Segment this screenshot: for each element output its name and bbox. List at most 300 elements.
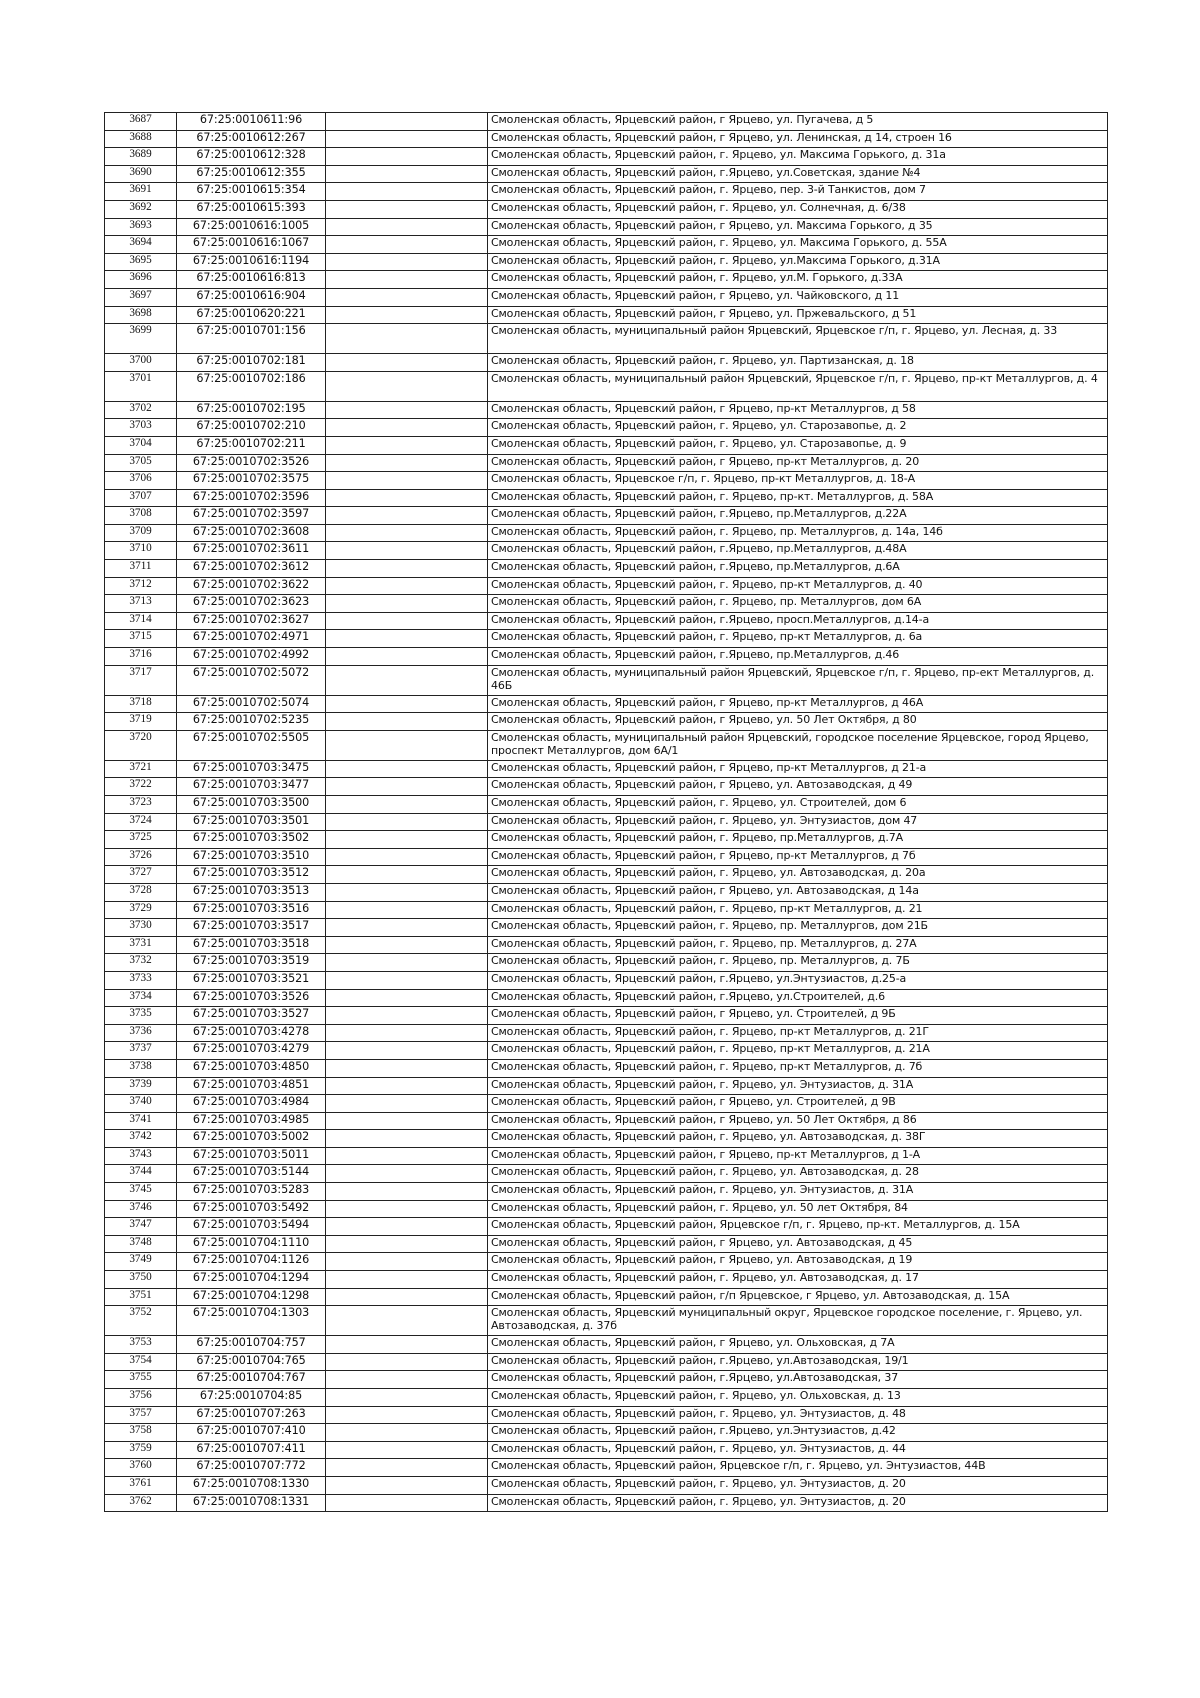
empty-cell [326, 831, 488, 849]
table-row [105, 1288, 1108, 1306]
row-number-cell: 3739 [105, 1077, 177, 1095]
table-row [105, 165, 1108, 183]
address-cell: Смоленская область, Ярцевский район, г Ярцево, пр-кт Металлургов, д 1-А [488, 1147, 1108, 1165]
cadastral-number-cell: 67:25:0010702:4992 [177, 648, 326, 666]
cadastral-number-cell: 67:25:0010703:3516 [177, 901, 326, 919]
address-cell: Смоленская область, Ярцевский район, г Ярцево, ул. Автозаводская, д 19 [488, 1253, 1108, 1271]
table-row [105, 919, 1108, 937]
cadastral-number-cell: 67:25:0010703:4278 [177, 1024, 326, 1042]
table-row [105, 1441, 1108, 1459]
cadastral-number-cell: 67:25:0010704:1303 [177, 1306, 326, 1336]
row-number-cell: 3746 [105, 1200, 177, 1218]
empty-cell [326, 165, 488, 183]
address-cell: Смоленская область, Ярцевский район, г Ярцево, пр-кт Металлургов, д. 20 [488, 454, 1108, 472]
empty-cell [326, 1288, 488, 1306]
row-number-cell: 3710 [105, 542, 177, 560]
empty-cell [326, 1271, 488, 1289]
address-cell: Смоленская область, Ярцевский муниципальный округ, Ярцевское городское поселение, г. Ярцево, ул. Автозаводская, д. 37б [488, 1306, 1108, 1336]
row-number-cell: 3749 [105, 1253, 177, 1271]
address-cell: Смоленская область, Ярцевский район, г. Ярцево, пр-кт Металлургов, д. 21А [488, 1042, 1108, 1060]
table-row [105, 472, 1108, 490]
table-row [105, 1476, 1108, 1494]
address-cell: Смоленская область, Ярцевский район, г.Ярцево, пр.Металлургов, д.6А [488, 560, 1108, 578]
empty-cell [326, 630, 488, 648]
empty-cell [326, 1007, 488, 1025]
table-row [105, 648, 1108, 666]
empty-cell [326, 866, 488, 884]
row-number-cell: 3747 [105, 1218, 177, 1236]
cadastral-number-cell: 67:25:0010702:3612 [177, 560, 326, 578]
row-number-cell: 3712 [105, 577, 177, 595]
empty-cell [326, 401, 488, 419]
row-number-cell: 3718 [105, 695, 177, 713]
address-cell: Смоленская область, Ярцевский район, г. Ярцево, ул. Энтузиастов, дом 47 [488, 813, 1108, 831]
row-number-cell: 3721 [105, 760, 177, 778]
empty-cell [326, 130, 488, 148]
cadastral-number-cell: 67:25:0010704:757 [177, 1336, 326, 1354]
row-number-cell: 3717 [105, 665, 177, 695]
table-row [105, 306, 1108, 324]
table-row [105, 1112, 1108, 1130]
address-cell: Смоленская область, Ярцевский район, г. Ярцево, ул. Энтузиастов, д. 20 [488, 1494, 1108, 1512]
cadastral-number-cell: 67:25:0010703:4851 [177, 1077, 326, 1095]
cadastral-number-cell: 67:25:0010703:5492 [177, 1200, 326, 1218]
address-cell: Смоленская область, Ярцевский район, г. Ярцево, ул. Старозавопье, д. 9 [488, 436, 1108, 454]
empty-cell [326, 1183, 488, 1201]
address-cell: Смоленская область, Ярцевский район, г.Ярцево, пр.Металлургов, д.48А [488, 542, 1108, 560]
empty-cell [326, 1077, 488, 1095]
table-row [105, 148, 1108, 166]
empty-cell [326, 1424, 488, 1442]
cadastral-number-cell: 67:25:0010612:328 [177, 148, 326, 166]
table-row [105, 848, 1108, 866]
row-number-cell: 3706 [105, 472, 177, 490]
table-row [105, 730, 1108, 760]
row-number-cell: 3759 [105, 1441, 177, 1459]
cadastral-number-cell: 67:25:0010702:3623 [177, 595, 326, 613]
address-cell: Смоленская область, Ярцевский район, г. Ярцево, ул. Строителей, дом 6 [488, 796, 1108, 814]
empty-cell [326, 665, 488, 695]
row-number-cell: 3722 [105, 778, 177, 796]
row-number-cell: 3709 [105, 524, 177, 542]
cadastral-number-cell: 67:25:0010703:3502 [177, 831, 326, 849]
cadastral-number-cell: 67:25:0010703:3526 [177, 989, 326, 1007]
table-row [105, 200, 1108, 218]
cadastral-number-cell: 67:25:0010620:221 [177, 306, 326, 324]
empty-cell [326, 1441, 488, 1459]
cadastral-number-cell: 67:25:0010703:5011 [177, 1147, 326, 1165]
address-cell: Смоленская область, Ярцевский район, г. Ярцево, ул. Автозаводская, д. 17 [488, 1271, 1108, 1289]
cadastral-number-cell: 67:25:0010703:3510 [177, 848, 326, 866]
table-row [105, 1165, 1108, 1183]
cadastral-number-cell: 67:25:0010702:3622 [177, 577, 326, 595]
empty-cell [326, 436, 488, 454]
empty-cell [326, 577, 488, 595]
table-row [105, 1200, 1108, 1218]
address-cell: Смоленская область, Ярцевский район, г. Ярцево, пр-кт Металлургов, д. 21Г [488, 1024, 1108, 1042]
row-number-cell: 3758 [105, 1424, 177, 1442]
empty-cell [326, 253, 488, 271]
empty-cell [326, 271, 488, 289]
cadastral-number-cell: 67:25:0010703:3527 [177, 1007, 326, 1025]
address-cell: Смоленская область, Ярцевский район, г. Ярцево, ул. Партизанская, д. 18 [488, 354, 1108, 372]
table-row [105, 1218, 1108, 1236]
table-row [105, 713, 1108, 731]
cadastral-number-cell: 67:25:0010703:3521 [177, 971, 326, 989]
empty-cell [326, 595, 488, 613]
cadastral-number-cell: 67:25:0010704:1110 [177, 1235, 326, 1253]
empty-cell [326, 419, 488, 437]
row-number-cell: 3728 [105, 883, 177, 901]
table-row [105, 236, 1108, 254]
address-cell: Смоленская область, Ярцевский район, г. Ярцево, пер. 3-й Танкистов, дом 7 [488, 183, 1108, 201]
table-row [105, 1271, 1108, 1289]
cadastral-number-cell: 67:25:0010703:5494 [177, 1218, 326, 1236]
address-cell: Смоленская область, Ярцевский район, г. Ярцево, пр-кт. Металлургов, д. 58А [488, 489, 1108, 507]
cadastral-number-cell: 67:25:0010702:5074 [177, 695, 326, 713]
empty-cell [326, 713, 488, 731]
row-number-cell: 3735 [105, 1007, 177, 1025]
cadastral-number-cell: 67:25:0010702:3596 [177, 489, 326, 507]
row-number-cell: 3697 [105, 288, 177, 306]
empty-cell [326, 1165, 488, 1183]
table-row [105, 130, 1108, 148]
address-cell: Смоленская область, Ярцевский район, г. Ярцево, ул. Автозаводская, д. 28 [488, 1165, 1108, 1183]
empty-cell [326, 288, 488, 306]
row-number-cell: 3703 [105, 419, 177, 437]
address-cell: Смоленская область, Ярцевский район, г. Ярцево, ул. Максима Горького, д. 31а [488, 148, 1108, 166]
empty-cell [326, 1095, 488, 1113]
table-row [105, 1077, 1108, 1095]
table-row [105, 796, 1108, 814]
empty-cell [326, 612, 488, 630]
address-cell: Смоленская область, Ярцевский район, г. Ярцево, пр-кт Металлургов, д. 21 [488, 901, 1108, 919]
row-number-cell: 3756 [105, 1389, 177, 1407]
table-row [105, 1130, 1108, 1148]
cadastral-number-cell: 67:25:0010704:1126 [177, 1253, 326, 1271]
address-cell: Смоленская область, Ярцевский район, г Ярцево, ул. Ленинская, д 14, строен 16 [488, 130, 1108, 148]
cadastral-number-cell: 67:25:0010703:5144 [177, 1165, 326, 1183]
table-row [105, 831, 1108, 849]
empty-cell [326, 848, 488, 866]
table-row [105, 630, 1108, 648]
address-cell: Смоленская область, муниципальный район Ярцевский, Ярцевское г/п, г. Ярцево, ул. Лесная, д. 33 [488, 324, 1108, 354]
empty-cell [326, 1389, 488, 1407]
row-number-cell: 3730 [105, 919, 177, 937]
empty-cell [326, 883, 488, 901]
empty-cell [326, 1235, 488, 1253]
address-cell: Смоленская область, Ярцевский район, г Ярцево, ул. Строителей, д 9Б [488, 1007, 1108, 1025]
cadastral-number-cell: 67:25:0010707:410 [177, 1424, 326, 1442]
cadastral-number-cell: 67:25:0010707:263 [177, 1406, 326, 1424]
row-number-cell: 3693 [105, 218, 177, 236]
row-number-cell: 3714 [105, 612, 177, 630]
table-row [105, 1371, 1108, 1389]
cadastral-number-cell: 67:25:0010703:5002 [177, 1130, 326, 1148]
cadastral-number-cell: 67:25:0010708:1330 [177, 1476, 326, 1494]
address-cell: Смоленская область, Ярцевский район, г. Ярцево, ул. Энтузиастов, д. 48 [488, 1406, 1108, 1424]
cadastral-number-cell: 67:25:0010616:904 [177, 288, 326, 306]
cadastral-number-cell: 67:25:0010611:96 [177, 113, 326, 131]
table-row [105, 901, 1108, 919]
row-number-cell: 3754 [105, 1353, 177, 1371]
table-row [105, 371, 1108, 401]
address-cell: Смоленская область, Ярцевский район, г.Ярцево, ул.Энтузиастов, д.25-а [488, 971, 1108, 989]
cadastral-number-cell: 67:25:0010615:354 [177, 183, 326, 201]
table-row [105, 612, 1108, 630]
empty-cell [326, 1476, 488, 1494]
row-number-cell: 3694 [105, 236, 177, 254]
row-number-cell: 3741 [105, 1112, 177, 1130]
cadastral-number-cell: 67:25:0010708:1331 [177, 1494, 326, 1512]
row-number-cell: 3726 [105, 848, 177, 866]
empty-cell [326, 989, 488, 1007]
cadastral-number-cell: 67:25:0010703:4985 [177, 1112, 326, 1130]
empty-cell [326, 1130, 488, 1148]
cadastral-number-cell: 67:25:0010702:3611 [177, 542, 326, 560]
cadastral-number-cell: 67:25:0010703:3500 [177, 796, 326, 814]
row-number-cell: 3744 [105, 1165, 177, 1183]
cadastral-number-cell: 67:25:0010703:3477 [177, 778, 326, 796]
row-number-cell: 3733 [105, 971, 177, 989]
empty-cell [326, 954, 488, 972]
row-number-cell: 3700 [105, 354, 177, 372]
table-row [105, 324, 1108, 354]
row-number-cell: 3760 [105, 1459, 177, 1477]
empty-cell [326, 648, 488, 666]
row-number-cell: 3748 [105, 1235, 177, 1253]
cadastral-number-cell: 67:25:0010704:1294 [177, 1271, 326, 1289]
empty-cell [326, 489, 488, 507]
table-row [105, 1183, 1108, 1201]
cadastral-number-cell: 67:25:0010702:211 [177, 436, 326, 454]
cadastral-number-cell: 67:25:0010702:5235 [177, 713, 326, 731]
empty-cell [326, 1200, 488, 1218]
address-cell: Смоленская область, Ярцевский район, г. Ярцево, ул. Энтузиастов, д. 44 [488, 1441, 1108, 1459]
empty-cell [326, 778, 488, 796]
table-row [105, 1235, 1108, 1253]
row-number-cell: 3698 [105, 306, 177, 324]
empty-cell [326, 1371, 488, 1389]
address-cell: Смоленская область, Ярцевский район, Ярцевское г/п, г. Ярцево, ул. Энтузиастов, 44В [488, 1459, 1108, 1477]
empty-cell [326, 695, 488, 713]
row-number-cell: 3762 [105, 1494, 177, 1512]
empty-cell [326, 183, 488, 201]
table-row [105, 1253, 1108, 1271]
address-cell: Смоленская область, Ярцевский район, г Ярцево, пр-кт Металлургов, д 7б [488, 848, 1108, 866]
address-cell: Смоленская область, Ярцевский район, г.Ярцево, ул.Строителей, д.6 [488, 989, 1108, 1007]
table-row [105, 1147, 1108, 1165]
address-cell: Смоленская область, Ярцевский район, г Ярцево, ул. Автозаводская, д 49 [488, 778, 1108, 796]
cadastral-number-cell: 67:25:0010703:3519 [177, 954, 326, 972]
address-cell: Смоленская область, муниципальный район Ярцевский, Ярцевское г/п, г. Ярцево, пр-ект Металлургов, д. 46Б [488, 665, 1108, 695]
row-number-cell: 3690 [105, 165, 177, 183]
empty-cell [326, 324, 488, 354]
address-cell: Смоленская область, Ярцевский район, г Ярцево, ул. 50 Лет Октября, д 86 [488, 1112, 1108, 1130]
address-cell: Смоленская область, Ярцевский район, г/п Ярцевское, г Ярцево, ул. Автозаводская, д. 15А [488, 1288, 1108, 1306]
row-number-cell: 3716 [105, 648, 177, 666]
address-cell: Смоленская область, Ярцевский район, г. Ярцево, ул.Максима Горького, д.31А [488, 253, 1108, 271]
cadastral-number-cell: 67:25:0010702:195 [177, 401, 326, 419]
row-number-cell: 3692 [105, 200, 177, 218]
row-number-cell: 3727 [105, 866, 177, 884]
address-cell: Смоленская область, Ярцевское г/п, г. Ярцево, пр-кт Металлургов, д. 18-А [488, 472, 1108, 490]
address-cell: Смоленская область, Ярцевский район, г Ярцево, ул. Максима Горького, д 35 [488, 218, 1108, 236]
empty-cell [326, 1253, 488, 1271]
address-cell: Смоленская область, Ярцевский район, г Ярцево, пр-кт Металлургов, д 21-а [488, 760, 1108, 778]
empty-cell [326, 901, 488, 919]
empty-cell [326, 524, 488, 542]
row-number-cell: 3732 [105, 954, 177, 972]
address-cell: Смоленская область, муниципальный район Ярцевский, Ярцевское г/п, г. Ярцево, пр-кт Металлургов, д. 4 [488, 371, 1108, 401]
empty-cell [326, 1112, 488, 1130]
address-cell: Смоленская область, Ярцевский район, г. Ярцево, ул. Энтузиастов, д. 20 [488, 1476, 1108, 1494]
cadastral-number-cell: 67:25:0010702:4971 [177, 630, 326, 648]
cadastral-number-cell: 67:25:0010703:5283 [177, 1183, 326, 1201]
address-cell: Смоленская область, Ярцевский район, г. Ярцево, ул. Старозавопье, д. 2 [488, 419, 1108, 437]
address-cell: Смоленская область, Ярцевский район, г. Ярцево, ул. Автозаводская, д. 20а [488, 866, 1108, 884]
empty-cell [326, 1494, 488, 1512]
cadastral-number-cell: 67:25:0010702:186 [177, 371, 326, 401]
row-number-cell: 3715 [105, 630, 177, 648]
table-row [105, 271, 1108, 289]
cadastral-number-cell: 67:25:0010704:85 [177, 1389, 326, 1407]
address-cell: Смоленская область, Ярцевский район, г. Ярцево, пр. Металлургов, дом 21Б [488, 919, 1108, 937]
address-cell: Смоленская область, Ярцевский район, г Ярцево, пр-кт Металлургов, д 46А [488, 695, 1108, 713]
cadastral-number-cell: 67:25:0010703:4279 [177, 1042, 326, 1060]
row-number-cell: 3689 [105, 148, 177, 166]
empty-cell [326, 1042, 488, 1060]
table-row [105, 866, 1108, 884]
address-cell: Смоленская область, Ярцевский район, г Ярцево, ул. Ольховская, д 7А [488, 1336, 1108, 1354]
row-number-cell: 3719 [105, 713, 177, 731]
cadastral-number-cell: 67:25:0010615:393 [177, 200, 326, 218]
address-cell: Смоленская область, Ярцевский район, г Ярцево, ул. Автозаводская, д 45 [488, 1235, 1108, 1253]
address-cell: Смоленская область, Ярцевский район, г. Ярцево, ул. 50 лет Октября, 84 [488, 1200, 1108, 1218]
address-cell: Смоленская область, Ярцевский район, г. Ярцево, ул. Ольховская, д. 13 [488, 1389, 1108, 1407]
table-row [105, 354, 1108, 372]
row-number-cell: 3755 [105, 1371, 177, 1389]
row-number-cell: 3740 [105, 1095, 177, 1113]
row-number-cell: 3711 [105, 560, 177, 578]
empty-cell [326, 1336, 488, 1354]
address-cell: Смоленская область, Ярцевский район, г. Ярцево, ул. Автозаводская, д. 38Г [488, 1130, 1108, 1148]
cadastral-number-cell: 67:25:0010612:355 [177, 165, 326, 183]
address-cell: Смоленская область, Ярцевский район, г.Ярцево, ул.Энтузиастов, д.42 [488, 1424, 1108, 1442]
row-number-cell: 3745 [105, 1183, 177, 1201]
address-cell: Смоленская область, Ярцевский район, г.Ярцево, пр.Металлургов, д.22А [488, 507, 1108, 525]
table-row [105, 813, 1108, 831]
row-number-cell: 3720 [105, 730, 177, 760]
row-number-cell: 3699 [105, 324, 177, 354]
table-row [105, 560, 1108, 578]
empty-cell [326, 1024, 488, 1042]
address-cell: Смоленская область, Ярцевский район, г.Ярцево, ул.Советская, здание №4 [488, 165, 1108, 183]
row-number-cell: 3723 [105, 796, 177, 814]
empty-cell [326, 454, 488, 472]
table-row [105, 542, 1108, 560]
table-row [105, 883, 1108, 901]
row-number-cell: 3729 [105, 901, 177, 919]
table-row [105, 288, 1108, 306]
empty-cell [326, 1406, 488, 1424]
address-cell: Смоленская область, Ярцевский район, г.Ярцево, ул.Автозаводская, 37 [488, 1371, 1108, 1389]
row-number-cell: 3708 [105, 507, 177, 525]
cadastral-number-cell: 67:25:0010702:210 [177, 419, 326, 437]
empty-cell [326, 1059, 488, 1077]
registry-table [104, 112, 1108, 1512]
empty-cell [326, 1218, 488, 1236]
address-cell: Смоленская область, муниципальный район Ярцевский, городское поселение Ярцевское, город Ярцево, проспект Металлургов, дом 6А/1 [488, 730, 1108, 760]
empty-cell [326, 1147, 488, 1165]
address-cell: Смоленская область, Ярцевский район, г Ярцево, ул. Автозаводская, д 14а [488, 883, 1108, 901]
table-row [105, 436, 1108, 454]
address-cell: Смоленская область, Ярцевский район, г. Ярцево, пр. Металлургов, д. 27А [488, 936, 1108, 954]
empty-cell [326, 560, 488, 578]
address-cell: Смоленская область, Ярцевский район, г. Ярцево, пр. Металлургов, дом 6А [488, 595, 1108, 613]
cadastral-number-cell: 67:25:0010704:765 [177, 1353, 326, 1371]
cadastral-number-cell: 67:25:0010702:181 [177, 354, 326, 372]
address-cell: Смоленская область, Ярцевский район, г Ярцево, пр-кт Металлургов, д 58 [488, 401, 1108, 419]
row-number-cell: 3750 [105, 1271, 177, 1289]
cadastral-number-cell: 67:25:0010702:3526 [177, 454, 326, 472]
address-cell: Смоленская область, Ярцевский район, г. Ярцево, пр.Металлургов, д.7А [488, 831, 1108, 849]
cadastral-number-cell: 67:25:0010707:772 [177, 1459, 326, 1477]
table-row [105, 1459, 1108, 1477]
address-cell: Смоленская область, Ярцевский район, г Ярцево, ул. Строителей, д 9В [488, 1095, 1108, 1113]
table-row [105, 695, 1108, 713]
table-row [105, 1389, 1108, 1407]
table-row [105, 936, 1108, 954]
address-cell: Смоленская область, Ярцевский район, г. Ярцево, пр-кт Металлургов, д. 7б [488, 1059, 1108, 1077]
table-row [105, 1494, 1108, 1512]
address-cell: Смоленская область, Ярцевский район, г Ярцево, ул. Пржевальского, д 51 [488, 306, 1108, 324]
cadastral-number-cell: 67:25:0010616:1067 [177, 236, 326, 254]
row-number-cell: 3702 [105, 401, 177, 419]
row-number-cell: 3742 [105, 1130, 177, 1148]
cadastral-number-cell: 67:25:0010704:1298 [177, 1288, 326, 1306]
table-row [105, 1007, 1108, 1025]
row-number-cell: 3695 [105, 253, 177, 271]
table-row [105, 989, 1108, 1007]
empty-cell [326, 113, 488, 131]
table-row [105, 507, 1108, 525]
cadastral-number-cell: 67:25:0010704:767 [177, 1371, 326, 1389]
cadastral-number-cell: 67:25:0010702:3575 [177, 472, 326, 490]
empty-cell [326, 1306, 488, 1336]
address-cell: Смоленская область, Ярцевский район, г. Ярцево, пр-кт Металлургов, д. 40 [488, 577, 1108, 595]
address-cell: Смоленская область, Ярцевский район, Ярцевское г/п, г. Ярцево, пр-кт. Металлургов, д. 15А [488, 1218, 1108, 1236]
cadastral-number-cell: 67:25:0010703:3475 [177, 760, 326, 778]
table-row [105, 454, 1108, 472]
empty-cell [326, 796, 488, 814]
cadastral-number-cell: 67:25:0010702:3608 [177, 524, 326, 542]
empty-cell [326, 148, 488, 166]
cadastral-number-cell: 67:25:0010616:1194 [177, 253, 326, 271]
address-cell: Смоленская область, Ярцевский район, г.Ярцево, ул.Автозаводская, 19/1 [488, 1353, 1108, 1371]
row-number-cell: 3757 [105, 1406, 177, 1424]
cadastral-number-cell: 67:25:0010701:156 [177, 324, 326, 354]
row-number-cell: 3696 [105, 271, 177, 289]
empty-cell [326, 306, 488, 324]
table-row [105, 971, 1108, 989]
address-cell: Смоленская область, Ярцевский район, г. Ярцево, пр-кт Металлургов, д. 6а [488, 630, 1108, 648]
cadastral-number-cell: 67:25:0010707:411 [177, 1441, 326, 1459]
cadastral-number-cell: 67:25:0010703:3512 [177, 866, 326, 884]
row-number-cell: 3725 [105, 831, 177, 849]
table-row [105, 577, 1108, 595]
empty-cell [326, 730, 488, 760]
